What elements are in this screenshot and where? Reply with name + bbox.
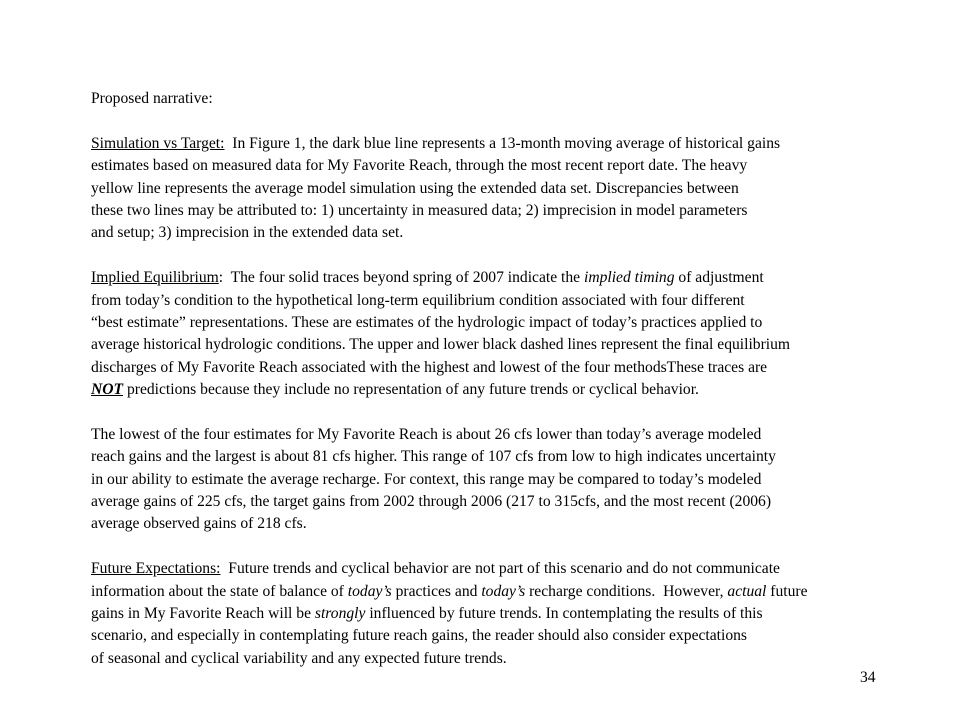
paragraph-line: gains in My Favorite Reach will be strongly influenced by future trends. In contemplating the results of this [91,604,763,622]
section-heading-equilibrium: Implied Equilibrium [91,269,219,287]
page-number: 34 [860,669,876,686]
document-page [91,88,951,670]
section-heading-simulation: Simulation vs Target: [91,134,225,152]
spacer [91,536,951,558]
paragraph-line: and setup; 3) imprecision in the extended data set. [91,224,404,242]
spacer [91,245,951,267]
section-heading-future: Future Expectations: [91,560,221,578]
paragraph-line: The lowest of the four estimates for My Favorite Reach is about 26 cfs lower than today’s average modeled [91,425,762,443]
paragraph-line: Future Expectations: Future trends and cyclical behavior are not part of this scenario and do not communicate [91,560,780,578]
paragraph-line: information about the state of balance of today’s practices and today’s recharge conditions. However, actual future [91,582,808,600]
paragraph-line: yellow line represents the average model simulation using the extended data set. Discrepancies between [91,179,739,197]
paragraph-line: “best estimate” representations. These are estimates of the hydrologic impact of today’s practices applied to [91,313,763,331]
spacer [91,110,951,132]
paragraph-line: scenario, and especially in contemplating future reach gains, the reader should also consider expectations [91,627,747,645]
paragraph-line: average historical hydrologic conditions. The upper and lower black dashed lines represent the final equilibrium [91,336,791,354]
paragraph-line: of seasonal and cyclical variability and any expected future trends. [91,649,507,667]
paragraph-line: in our ability to estimate the average recharge. For context, this range may be compared to today’s modeled [91,470,762,488]
paragraph-line: average gains of 225 cfs, the target gains from 2002 through 2006 (217 to 315cfs, and the most recent (2006) [91,493,772,511]
paragraph-line: NOT predictions because they include no representation of any future trends or cyclical behavior. [91,381,699,399]
emphasis-not: NOT [91,381,124,399]
paragraph-line: Implied Equilibrium: The four solid traces beyond spring of 2007 indicate the implied timing of adjustment [91,269,764,287]
paragraph-line: Simulation vs Target: In Figure 1, the dark blue line represents a 13-month moving average of historical gains [91,134,781,152]
document-title: Proposed narrative: [91,90,213,107]
paragraph-line: these two lines may be attributed to: 1) uncertainty in measured data; 2) imprecision in model parameters [91,201,748,219]
paragraph-line: reach gains and the largest is about 81 cfs higher. This range of 107 cfs from low to high indicates uncertainty [91,448,776,466]
paragraph-line: from today’s condition to the hypothetical long-term equilibrium condition associated with four different [91,291,745,309]
spacer [91,401,951,423]
paragraph-line: average observed gains of 218 cfs. [91,515,307,533]
paragraph-line: estimates based on measured data for My Favorite Reach, through the most recent report date. The heavy [91,157,748,175]
paragraph-line: discharges of My Favorite Reach associated with the highest and lowest of the four methodsThese traces are [91,358,768,376]
